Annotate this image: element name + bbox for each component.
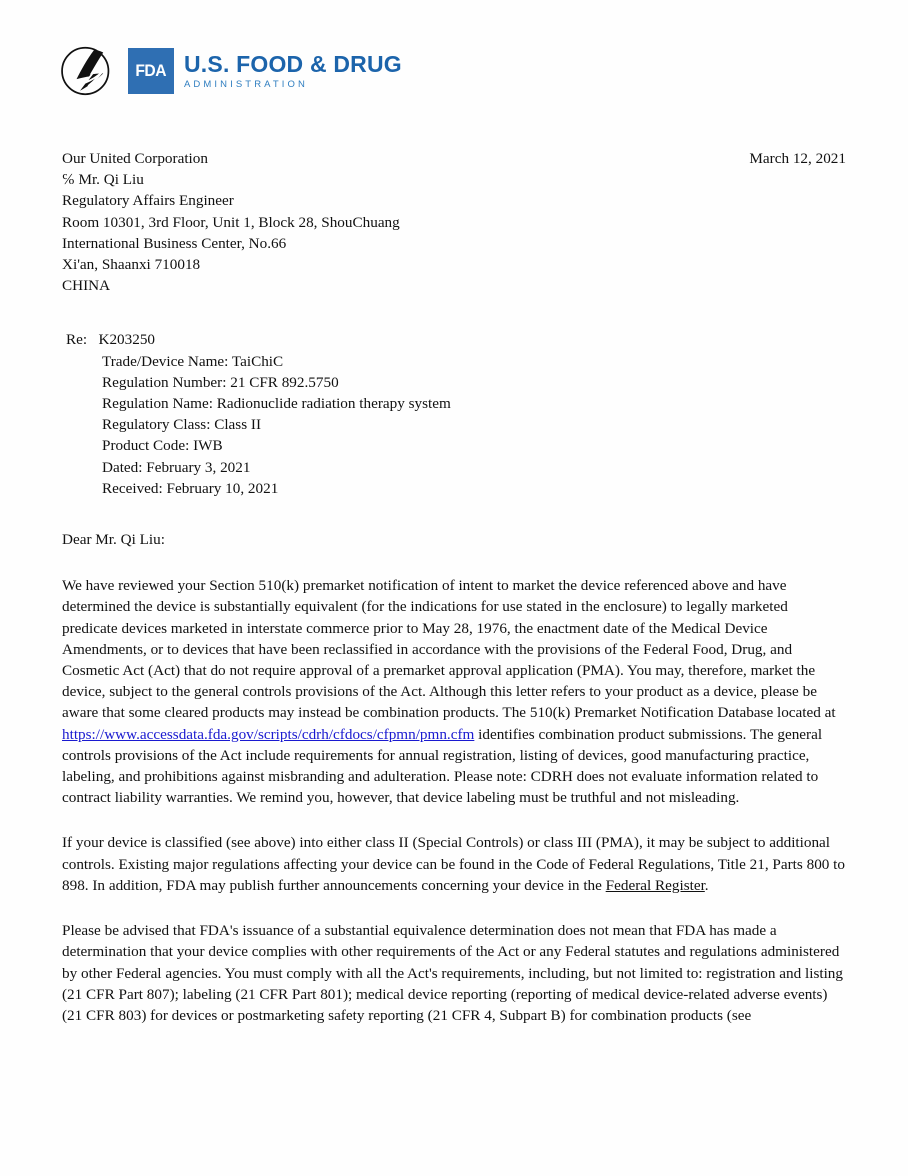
recipient-country: CHINA bbox=[62, 277, 111, 295]
paragraph-2-text-before-ref: If your device is classified (see above) into either class II (Special Controls) or class III (PMA), it may be subject to additional controls. Existing major regulations affecting your device can be found in the Code of Federal Regulations, Title 21, Parts 800 to 898. In addition, FDA may publish further announcements concerning your device in the bbox=[62, 834, 845, 894]
recipient-address-line-2: International Business Center, No.66 bbox=[62, 234, 287, 252]
paragraph-2-text-after-ref: . bbox=[704, 876, 709, 894]
re-regulation-number: Regulation Number: 21 CFR 892.5750 bbox=[102, 373, 339, 391]
re-product-code: Product Code: IWB bbox=[102, 437, 223, 455]
re-k-number: K203250 bbox=[98, 331, 156, 349]
premarket-database-link[interactable]: https://www.accessdata.fda.gov/scripts/cdrh/cfdocs/cfpmn/pmn.cfm bbox=[62, 725, 475, 743]
fda-letterhead bbox=[58, 40, 402, 102]
re-trade-device-name: Trade/Device Name: TaiChiC bbox=[102, 352, 284, 370]
re-label: Re: bbox=[66, 331, 88, 349]
hhs-seal-icon bbox=[58, 42, 116, 100]
paragraph-1-text-after-link: identifies combination product submissions. The general controls provisions of the Act include requirements for annual registration, listing of devices, good manufacturing practice, labeling, and prohibitions against misbranding and adulteration. Please note: CDRH does not evaluate information related to contract liability warranties. We remind you, however, that device labeling must be truthful and not misleading. bbox=[62, 725, 823, 807]
recipient-title: Regulatory Affairs Engineer bbox=[62, 192, 234, 210]
letter-body bbox=[62, 148, 846, 1026]
paragraph-device-classification bbox=[62, 832, 846, 896]
paragraph-compliance-requirements: Please be advised that FDA's issuance of a substantial equivalence determination does not mean that FDA has made a determination that your device complies with other requirements of the Act or any Federal statutes and regulations administered by other Federal agencies. You must comply with all the Act's requirements, including, but not limited to: registration and listing (21 CFR Part 807); labeling (21 CFR Part 801); medical device reporting (reporting of medical device-related adverse events) (21 CFR 803) for devices or postmarketing safety reporting (21 CFR 4, Subpart B) for combination products (see bbox=[62, 922, 843, 1024]
recipient-address bbox=[62, 148, 622, 296]
recipient-company: Our United Corporation bbox=[62, 150, 208, 167]
re-regulatory-class: Regulatory Class: Class II bbox=[102, 416, 262, 434]
fda-mark-icon bbox=[128, 48, 174, 94]
paragraph-1-text-before-link: We have reviewed your Section 510(k) premarket notification of intent to market the device referenced above and have determined the device is substantially equivalent (for the indications for use stated in the enclosure) to legally marketed predicate devices marketed in interstate commerce prior to May 28, 1976, the enactment date of the Medical Device Amendments, or to devices that have been reclassified in accordance with the provisions of the Federal Food, Drug, and Cosmetic Act (Act) that do not require approval of a premarket approval application (PMA). You may, therefore, market the device, subject to the general controls provisions of the Act. Although this letter refers to your product as a device, please be aware that some cleared products may instead be combination products. The 510(k) Premarket Notification Database located at bbox=[62, 577, 836, 722]
federal-register-reference: Federal Register bbox=[605, 876, 705, 894]
re-dated: Dated: February 3, 2021 bbox=[102, 458, 251, 476]
recipient-address-line-3: Xi'an, Shaanxi 710018 bbox=[62, 256, 201, 274]
salutation: Dear Mr. Qi Liu: bbox=[62, 531, 165, 549]
address-date-row bbox=[62, 148, 846, 296]
letter-date: March 12, 2021 bbox=[749, 150, 846, 167]
fda-logo bbox=[128, 48, 402, 94]
re-received: Received: February 10, 2021 bbox=[102, 479, 279, 497]
agency-subtitle: ADMINISTRATION bbox=[184, 79, 308, 91]
recipient-care-of: ℅ Mr. Qi Liu bbox=[62, 171, 144, 189]
re-k-number-line bbox=[66, 329, 846, 350]
re-block bbox=[62, 329, 846, 499]
recipient-address-line-1: Room 10301, 3rd Floor, Unit 1, Block 28, ShouChuang bbox=[62, 213, 400, 231]
re-regulation-name: Regulation Name: Radionuclide radiation therapy system bbox=[102, 395, 451, 413]
fda-mark-label: FDA bbox=[135, 61, 167, 80]
paragraph-substantial-equivalence bbox=[62, 575, 846, 808]
agency-title: U.S. FOOD & DRUG bbox=[184, 50, 402, 77]
